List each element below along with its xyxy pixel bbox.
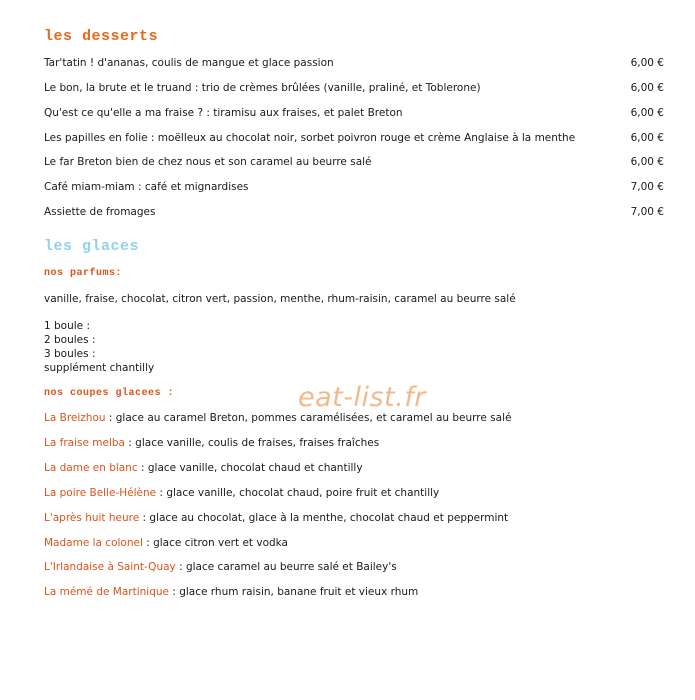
coupe-name: L'Irlandaise à Saint-Quay — [44, 561, 176, 573]
dessert-item — [44, 55, 664, 71]
coupe-name: La mémé de Martinique — [44, 586, 169, 598]
coupe-item — [44, 485, 439, 501]
coupes-heading: nos coupes glacees : — [44, 388, 175, 399]
coupe-name: La dame en blanc — [44, 462, 138, 474]
dessert-price: 6,00 € — [630, 57, 664, 69]
coupe-item — [44, 535, 288, 551]
dessert-price: 6,00 € — [630, 82, 664, 94]
dessert-price: 6,00 € — [630, 107, 664, 119]
dessert-item — [44, 179, 664, 195]
dessert-item — [44, 80, 664, 96]
dessert-item — [44, 154, 664, 170]
coupe-name: Madame la colonel — [44, 537, 143, 549]
coupe-item — [44, 460, 363, 476]
boules-line: 3 boules : — [44, 348, 96, 360]
dessert-description: Le bon, la brute et le truand : trio de crèmes brûlées (vanille, praliné, et Toblerone) — [44, 82, 481, 94]
dessert-price: 6,00 € — [630, 132, 664, 144]
dessert-item — [44, 130, 664, 146]
coupe-name: L'après huit heure — [44, 512, 140, 524]
coupe-item — [44, 510, 508, 526]
coupe-item — [44, 410, 511, 426]
dessert-item — [44, 204, 664, 220]
coupe-description: : glace caramel au beurre salé et Bailey's — [175, 561, 397, 573]
coupe-name: La poire Belle-Hélène — [44, 487, 157, 499]
coupe-description: : glace au caramel Breton, pommes caramélisées, et caramel au beurre salé — [105, 412, 512, 424]
coupe-item — [44, 435, 379, 451]
dessert-description: Le far Breton bien de chez nous et son caramel au beurre salé — [44, 156, 372, 168]
boules-line: 1 boule : — [44, 320, 91, 332]
dessert-description: Café miam-miam : café et mignardises — [44, 181, 249, 193]
coupe-description: : glace vanille, coulis de fraises, fraises fraîches — [124, 437, 380, 449]
dessert-item — [44, 105, 664, 121]
coupe-description: : glace rhum raisin, banane fruit et vieux rhum — [169, 586, 419, 598]
parfums-heading: nos parfums: — [44, 268, 123, 279]
coupe-description: : glace au chocolat, glace à la menthe, chocolat chaud et peppermint — [139, 512, 509, 524]
desserts-heading: les desserts — [44, 28, 159, 45]
boules-line: supplément chantilly — [44, 362, 155, 374]
dessert-description: Qu'est ce qu'elle a ma fraise ? : tiramisu aux fraises, et palet Breton — [44, 107, 403, 119]
dessert-price: 7,00 € — [630, 181, 664, 193]
coupe-item — [44, 559, 397, 575]
boules-line: 2 boules : — [44, 334, 96, 346]
dessert-price: 6,00 € — [630, 156, 664, 168]
coupe-item — [44, 584, 418, 600]
coupe-description: : glace vanille, chocolat chaud et chantilly — [137, 462, 363, 474]
watermark: eat-list.fr — [298, 382, 426, 413]
coupe-description: : glace citron vert et vodka — [142, 537, 288, 549]
dessert-description: Assiette de fromages — [44, 206, 156, 218]
coupe-name: La fraise melba — [44, 437, 125, 449]
glaces-heading: les glaces — [44, 238, 140, 255]
dessert-description: Tar'tatin ! d'ananas, coulis de mangue et glace passion — [44, 57, 334, 69]
coupe-description: : glace vanille, chocolat chaud, poire fruit et chantilly — [156, 487, 440, 499]
dessert-description: Les papilles en folie : moëlleux au chocolat noir, sorbet poivron rouge et crème Anglaise à la menthe — [44, 132, 576, 144]
dessert-price: 7,00 € — [630, 206, 664, 218]
parfums-list: vanille, fraise, chocolat, citron vert, passion, menthe, rhum-raisin, caramel au beurre salé — [44, 293, 516, 305]
coupe-name: La Breizhou — [44, 412, 106, 424]
